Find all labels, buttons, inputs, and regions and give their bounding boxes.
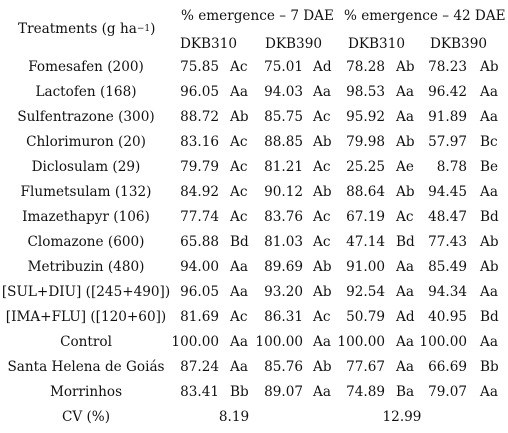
emergence-value: 81.21 (264, 159, 303, 175)
significance-letters: Ac (230, 134, 248, 150)
emergence-value: 96.42 (428, 84, 467, 100)
emergence-value: 85.75 (264, 109, 303, 125)
significance-letters: Aa (480, 84, 498, 100)
emergence-value: 79.07 (428, 384, 467, 400)
emergence-value: 40.95 (428, 309, 467, 325)
significance-letters: Bc (480, 134, 498, 150)
significance-letters: Bd (396, 234, 415, 250)
significance-letters: Aa (313, 334, 331, 350)
emergence-value: 96.05 (180, 284, 219, 300)
treatment-name: Diclosulam (29) (31, 159, 141, 175)
significance-letters: Ab (396, 184, 415, 200)
significance-letters: Ab (480, 59, 499, 75)
significance-letters: Ab (313, 259, 332, 275)
treatment-name: Lactofen (168) (35, 84, 137, 100)
emergence-value: 66.69 (428, 359, 467, 375)
emergence-value: 94.00 (180, 259, 219, 275)
significance-letters: Aa (313, 384, 331, 400)
significance-letters: Aa (480, 284, 498, 300)
significance-letters: Ab (480, 234, 499, 250)
cv-label: CV (%) (61, 409, 111, 425)
significance-letters: Ab (313, 359, 332, 375)
treatment-name: Metribuzin (480) (27, 259, 145, 275)
significance-letters: Ac (396, 209, 414, 225)
emergence-value: 81.03 (264, 234, 303, 250)
treatment-name: Sulfentrazone (300) (17, 109, 155, 125)
emergence-value: 87.24 (180, 359, 219, 375)
emergence-value: 95.92 (346, 109, 385, 125)
emergence-value: 85.49 (428, 259, 467, 275)
emergence-value: 94.45 (428, 184, 467, 200)
significance-letters: Aa (480, 184, 498, 200)
significance-letters: Aa (230, 284, 248, 300)
significance-letters: Aa (480, 109, 498, 125)
cultivar-header: DKB390 (265, 36, 322, 52)
significance-letters: Bb (480, 359, 499, 375)
significance-letters: Aa (480, 334, 498, 350)
significance-letters: Ab (313, 284, 332, 300)
emergence-value: 48.47 (428, 209, 467, 225)
significance-letters: Bd (230, 234, 249, 250)
treatments-header-exponent: −1 (136, 24, 151, 34)
significance-letters: Aa (230, 359, 248, 375)
significance-letters: Aa (230, 334, 248, 350)
significance-letters: Ab (396, 59, 415, 75)
emergence-value: 92.54 (346, 284, 385, 300)
significance-letters: Aa (480, 384, 498, 400)
significance-letters: Ab (396, 134, 415, 150)
emergence-value: 67.19 (346, 209, 385, 225)
group-header-42dae: % emergence – 42 DAE (344, 8, 506, 24)
emergence-value: 94.03 (264, 84, 303, 100)
emergence-value: 78.28 (346, 59, 385, 75)
treatments-header-close: ) (150, 21, 156, 37)
emergence-value: 83.16 (180, 134, 219, 150)
emergence-value: 78.23 (428, 59, 467, 75)
significance-letters: Ac (313, 109, 331, 125)
significance-letters: Aa (396, 109, 414, 125)
significance-letters: Aa (396, 334, 414, 350)
significance-letters: Be (480, 159, 499, 175)
significance-letters: Ab (313, 134, 332, 150)
emergence-value: 79.79 (180, 159, 219, 175)
emergence-value: 88.72 (180, 109, 219, 125)
emergence-value: 93.20 (264, 284, 303, 300)
cv-value: 8.19 (218, 409, 250, 425)
emergence-value: 90.12 (264, 184, 303, 200)
significance-letters: Ad (313, 59, 332, 75)
emergence-value: 98.53 (346, 84, 385, 100)
significance-letters: Ac (230, 309, 248, 325)
cultivar-header: DKB390 (430, 36, 487, 52)
treatment-name: Santa Helena de Goiás (7, 359, 165, 375)
significance-letters: Ad (396, 309, 415, 325)
group-header-7dae: % emergence – 7 DAE (181, 8, 334, 24)
significance-letters: Ab (313, 184, 332, 200)
significance-letters: Aa (313, 84, 331, 100)
emergence-value: 100.00 (171, 334, 219, 350)
significance-letters: Ac (230, 159, 248, 175)
emergence-value: 50.79 (346, 309, 385, 325)
significance-letters: Ac (313, 309, 331, 325)
emergence-value: 86.31 (264, 309, 303, 325)
emergence-value: 77.67 (346, 359, 385, 375)
treatment-name: [SUL+DIU] ([245+490]) (1, 284, 171, 300)
emergence-value: 83.41 (180, 384, 219, 400)
treatment-name: Clomazone (600) (27, 234, 145, 250)
significance-letters: Bd (480, 209, 499, 225)
significance-letters: Ac (313, 209, 331, 225)
significance-letters: Ba (396, 384, 415, 400)
emergence-value: 100.00 (419, 334, 467, 350)
emergence-value: 91.89 (428, 109, 467, 125)
treatment-name: Imazethapyr (106) (22, 209, 150, 225)
emergence-value: 75.85 (180, 59, 219, 75)
treatment-name: Flumetsulam (132) (20, 184, 152, 200)
significance-letters: Ac (230, 209, 248, 225)
emergence-value: 74.89 (346, 384, 385, 400)
emergence-value: 84.92 (180, 184, 219, 200)
cv-value: 12.99 (382, 409, 422, 425)
emergence-value: 79.98 (346, 134, 385, 150)
significance-letters: Aa (396, 84, 414, 100)
significance-letters: Aa (396, 259, 414, 275)
emergence-value: 83.76 (264, 209, 303, 225)
emergence-value: 77.74 (180, 209, 219, 225)
significance-letters: Bd (480, 309, 499, 325)
emergence-value: 88.64 (346, 184, 385, 200)
emergence-value: 8.78 (436, 159, 467, 175)
emergence-value: 88.85 (264, 134, 303, 150)
treatment-name: Morrinhos (49, 384, 123, 400)
emergence-value: 96.05 (180, 84, 219, 100)
significance-letters: Ab (230, 109, 249, 125)
treatments-header (18, 21, 155, 37)
treatment-name: Chlorimuron (20) (26, 134, 146, 150)
significance-letters: Aa (230, 84, 248, 100)
emergence-value: 77.43 (428, 234, 467, 250)
significance-letters: Aa (230, 259, 248, 275)
emergence-value: 75.01 (264, 59, 303, 75)
significance-letters: Bb (230, 384, 249, 400)
significance-letters: Ac (230, 59, 248, 75)
emergence-value: 81.69 (180, 309, 219, 325)
emergence-value: 100.00 (337, 334, 385, 350)
significance-letters: Ac (230, 184, 248, 200)
cultivar-header: DKB310 (348, 36, 405, 52)
emergence-value: 57.97 (428, 134, 467, 150)
emergence-value: 91.00 (346, 259, 385, 275)
treatment-name: Fomesafen (200) (28, 59, 144, 75)
emergence-value: 47.14 (346, 234, 385, 250)
significance-letters: Aa (396, 359, 414, 375)
emergence-value: 89.69 (264, 259, 303, 275)
emergence-value: 100.00 (255, 334, 303, 350)
emergence-value: 65.88 (180, 234, 219, 250)
emergence-value: 89.07 (264, 384, 303, 400)
cultivar-header: DKB310 (180, 36, 237, 52)
treatment-name: Control (60, 334, 112, 350)
significance-letters: Ac (313, 234, 331, 250)
significance-letters: Aa (396, 284, 414, 300)
treatments-header-text: Treatments (g ha (18, 21, 137, 37)
significance-letters: Ac (313, 159, 331, 175)
emergence-value: 85.76 (264, 359, 303, 375)
treatment-name: [IMA+FLU] ([120+60]) (5, 309, 167, 325)
significance-letters: Ae (396, 159, 414, 175)
emergence-value: 94.34 (428, 284, 467, 300)
significance-letters: Ab (480, 259, 499, 275)
emergence-value: 25.25 (346, 159, 385, 175)
